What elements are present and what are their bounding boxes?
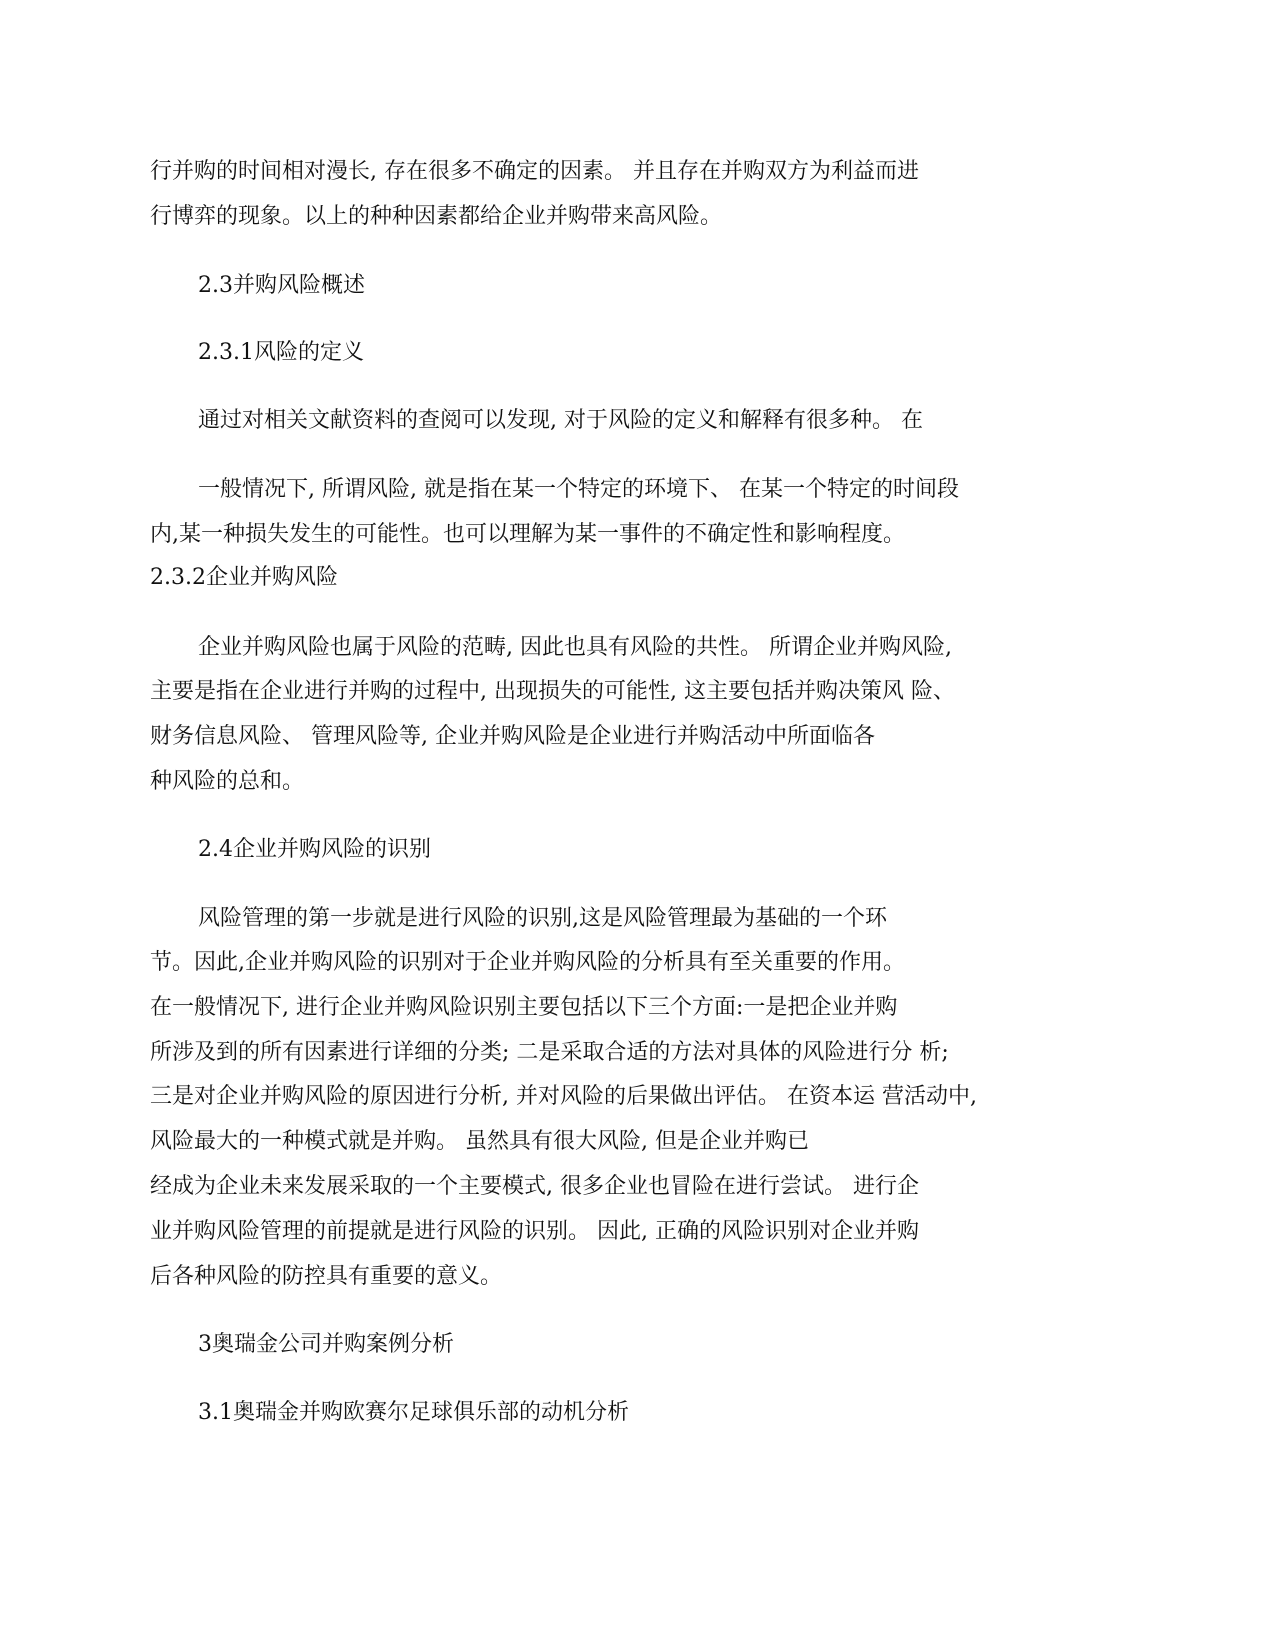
paragraph-line: 经成为企业未来发展采取的一个主要模式, 很多企业也冒险在进行尝试。 进行企 [150,1174,919,1199]
paragraph-line: 企业并购风险也属于风险的范畴, 因此也具有风险的共性。 所谓企业并购风险, [198,635,952,660]
paragraph-line: 行并购的时间相对漫长, 存在很多不确定的因素。 并且存在并购双方为利益而进 [150,159,919,184]
section-heading: 3奥瑞金公司并购案例分析 [198,1332,454,1357]
paragraph-line: 风险管理的第一步就是进行风险的识别,这是风险管理最为基础的一个环 [198,906,887,931]
section-heading: 2.3.2企业并购风险 [150,565,338,590]
paragraph-line: 行博弈的现象。以上的种种因素都给企业并购带来高风险。 [150,204,723,229]
paragraph-line: 风险最大的一种模式就是并购。 虽然具有很大风险, 但是企业并购已 [150,1129,809,1154]
paragraph-line: 三是对企业并购风险的原因进行分析, 并对风险的后果做出评估。 在资本运 营活动中, [150,1084,977,1109]
paragraph-line: 在一般情况下, 进行企业并购风险识别主要包括以下三个方面:一是把企业并购 [150,995,898,1020]
section-heading: 2.4企业并购风险的识别 [198,837,431,862]
section-heading: 3.1奥瑞金并购欧赛尔足球俱乐部的动机分析 [198,1400,629,1425]
paragraph-line: 财务信息风险、 管理风险等, 企业并购风险是企业进行并购活动中所面临各 [150,724,875,749]
paragraph-line: 业并购风险管理的前提就是进行风险的识别。 因此, 正确的风险识别对企业并购 [150,1219,919,1244]
paragraph-line: 主要是指在企业进行并购的过程中, 出现损失的可能性, 这主要包括并购决策风 险、 [150,679,955,704]
paragraph-line: 所涉及到的所有因素进行详细的分类; 二是采取合适的方法对具体的风险进行分 析; [150,1040,949,1065]
paragraph-line: 种风险的总和。 [150,769,305,794]
section-heading: 2.3.1风险的定义 [198,340,364,365]
paragraph-line: 节。因此,企业并购风险的识别对于企业并购风险的分析具有至关重要的作用。 [150,950,905,975]
section-heading: 2.3并购风险概述 [198,273,365,298]
paragraph-line: 一般情况下, 所谓风险, 就是指在某一个特定的环境下、 在某一个特定的时间段 [198,477,959,502]
paragraph-line: 后各种风险的防控具有重要的意义。 [150,1264,503,1289]
paragraph-line: 通过对相关文献资料的查阅可以发现, 对于风险的定义和解释有很多种。 在 [198,408,923,433]
paragraph-line: 内,某一种损失发生的可能性。也可以理解为某一事件的不确定性和影响程度。 [150,522,905,547]
